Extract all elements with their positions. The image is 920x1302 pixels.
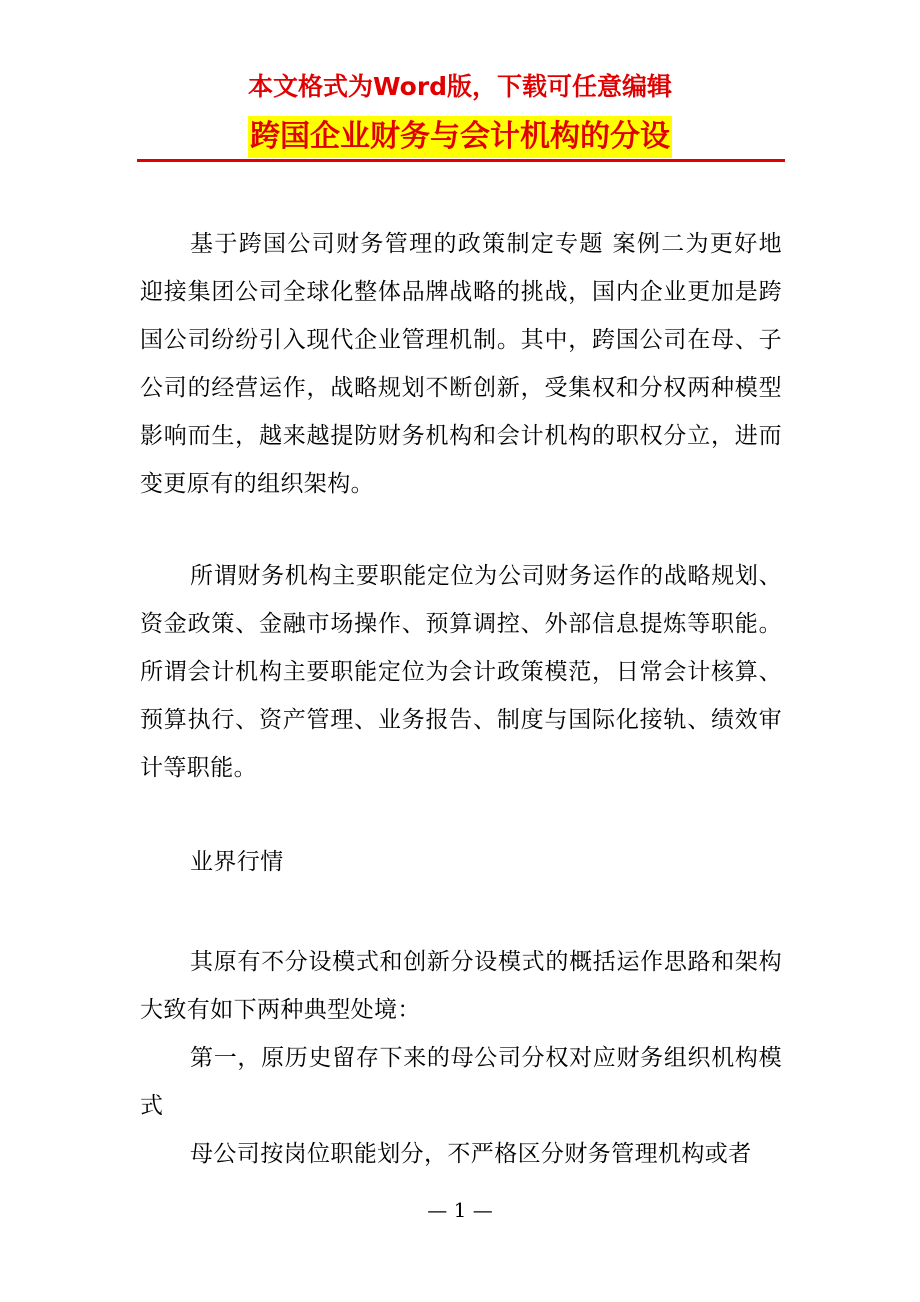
- document-title: 跨国企业财务与会计机构的分设: [248, 116, 672, 158]
- paragraph-definitions: 所谓财务机构主要职能定位为公司财务运作的战略规划、资金政策、金融市场操作、预算调控、外部信息提炼等职能。所谓会计机构主要职能定位为会计政策模范，日常会计核算、预算执行、资产管理、业务报告、制度与国际化接轨、绩效审计等职能。: [140, 563, 782, 781]
- paragraph-parent-company: 母公司按岗位职能划分，不严格区分财务管理机构或者: [190, 1141, 752, 1167]
- header-divider: [137, 159, 785, 162]
- paragraph-models: 其原有不分设模式和创新分设模式的概括运作思路和架构大致有如下两种典型处境：: [140, 949, 782, 1023]
- paragraph-intro: 基于跨国公司财务管理的政策制定专题 案例二为更好地迎接集团公司全球化整体品牌战略的挑战，国内企业更加是跨国公司纷纷引入现代企业管理机制。其中，跨国公司在母、子公司的经营运作，战略规划不断创新，受集权和分权两种模型影响而生，越来越提防财务机构和会计机构的职权分立，进而变更原有的组织架构。: [140, 231, 782, 497]
- document-banner: 本文格式为Word版，下载可任意编辑: [247, 72, 673, 101]
- paragraph-first-model: 第一，原历史留存下来的母公司分权对应财务组织机构模式: [140, 1045, 782, 1119]
- section-heading-industry: 业界行情: [190, 849, 284, 875]
- page-number: — 1 —: [427, 1198, 493, 1222]
